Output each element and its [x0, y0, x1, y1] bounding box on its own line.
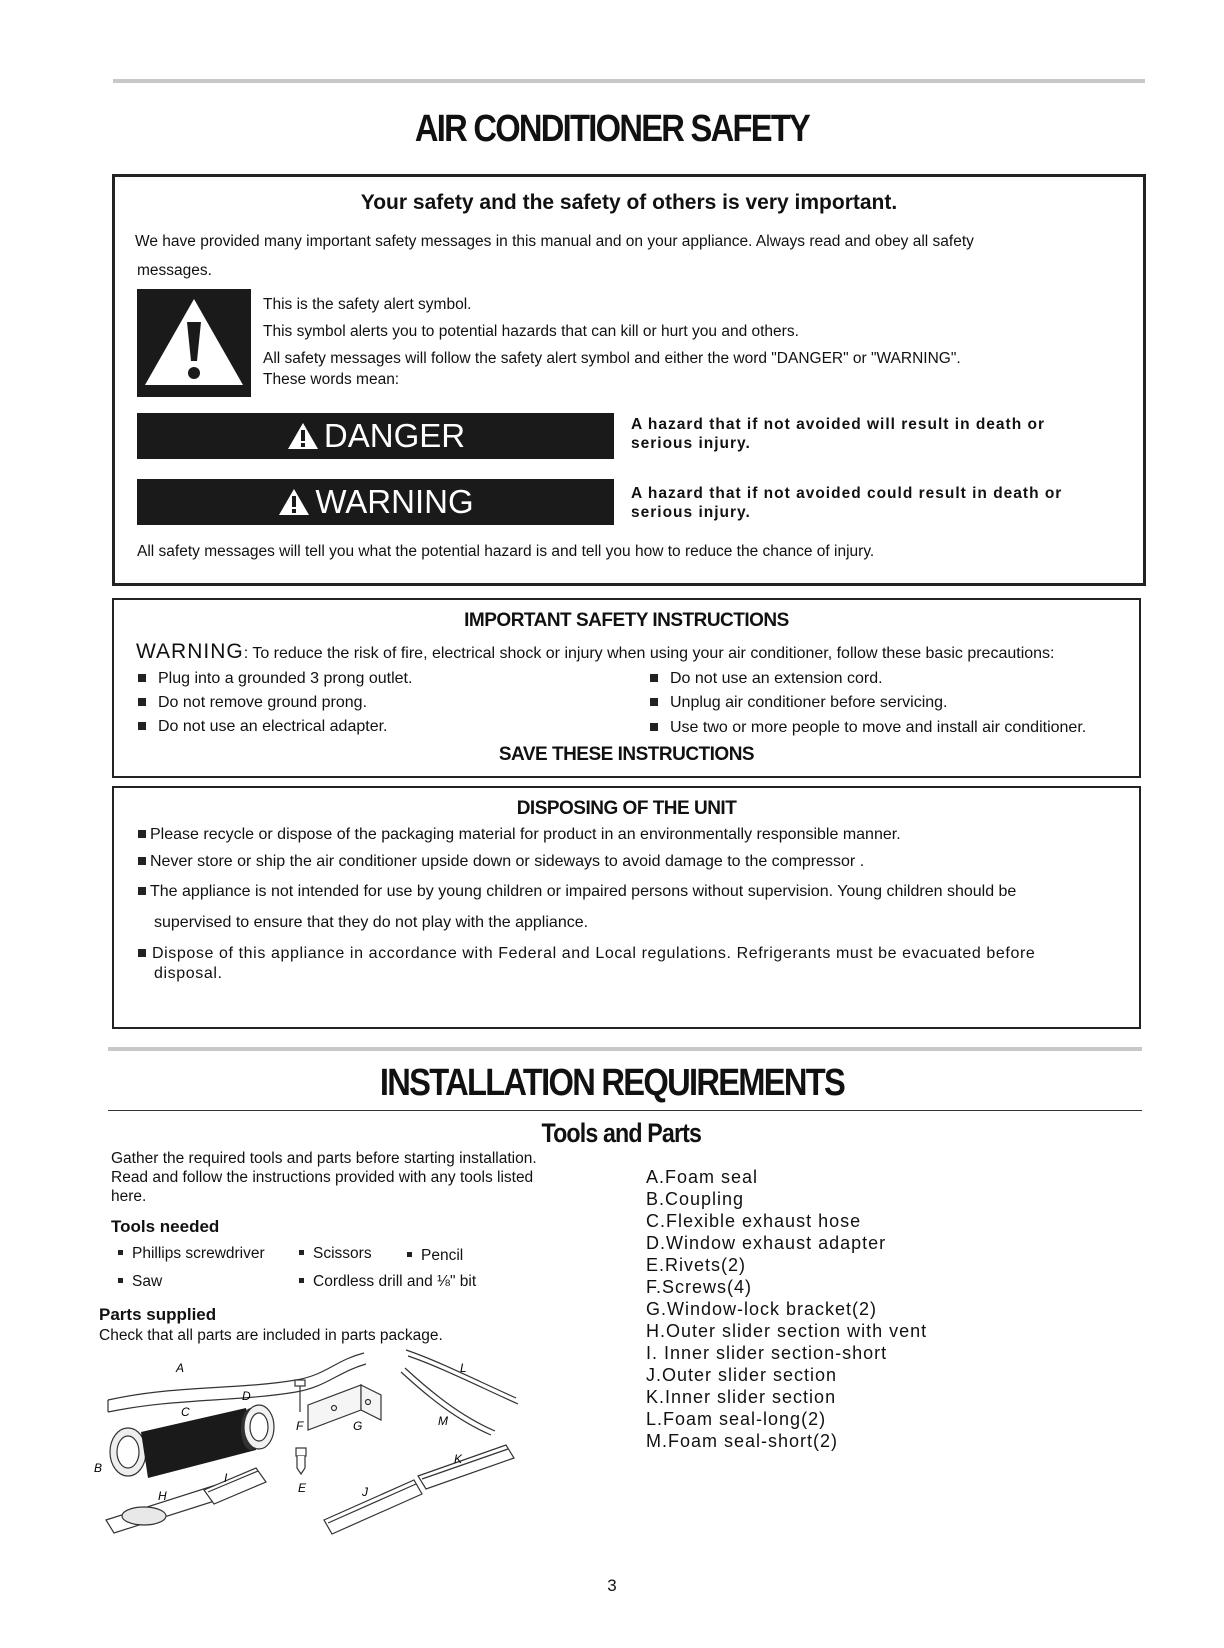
dispose-item-4-cont: disposal.	[154, 965, 223, 982]
tool-text: Phillips screwdriver	[132, 1245, 265, 1262]
page-title: AIR CONDITIONER SAFETY	[414, 108, 810, 150]
bullet-icon	[650, 698, 658, 706]
intro-line-1: Gather the required tools and parts before starting installation.	[111, 1150, 537, 1167]
part-h: H.Outer slider section with vent	[646, 1321, 928, 1341]
tool-text: Cordless drill and ⅛" bit	[313, 1273, 477, 1290]
diagram-label-g: G	[353, 1419, 363, 1433]
foam-seal-l-drawing	[406, 1350, 518, 1404]
dispose-item-text: Please recycle or dispose of the packaging material for product in an environmentally responsible manner.	[150, 826, 901, 843]
bullet-icon	[138, 698, 146, 706]
warning-text-line1: A hazard that if not avoided could result in death or	[631, 485, 1063, 502]
dispose-item-2	[138, 853, 864, 871]
tool-phillips	[118, 1245, 265, 1263]
installation-underline	[108, 1110, 1142, 1111]
left-item-text: Do not use an electrical adapter.	[158, 718, 388, 735]
symbol-line-3: All safety messages will follow the safety alert symbol and either the word "DANGER" or "WARNING".	[263, 350, 961, 367]
symbol-line-4: These words mean:	[263, 371, 400, 388]
right-item-2	[650, 694, 947, 712]
left-item-text: Plug into a grounded 3 prong outlet.	[158, 670, 413, 687]
foam-seal-m-drawing	[401, 1368, 495, 1435]
danger-description	[631, 415, 1045, 453]
bullet-icon	[138, 857, 146, 865]
parts-heading: Parts supplied	[99, 1305, 217, 1324]
dispose-item-4	[138, 945, 1035, 963]
warning-text: : To reduce the risk of fire, electrical shock or injury when using your air conditioner, follow these basic precautions:	[243, 645, 1055, 662]
important-heading: IMPORTANT SAFETY INSTRUCTIONS	[464, 610, 789, 631]
installation-intro	[111, 1149, 537, 1206]
bullet-icon	[299, 1278, 304, 1283]
danger-signal-bar	[137, 413, 614, 459]
dispose-item-text: Never store or ship the air conditioner upside down or sideways to avoid damage to the compressor .	[150, 853, 865, 870]
tool-pencil	[407, 1247, 463, 1265]
warning-label: WARNING	[315, 483, 474, 520]
danger-text-line1: A hazard that if not avoided will result in death or	[631, 416, 1045, 433]
symbol-line-2: This symbol alerts you to potential hazards that can kill or hurt you and others.	[263, 323, 799, 340]
right-item-text: Use two or more people to move and install air conditioner.	[670, 719, 1087, 736]
tools-heading: Tools needed	[111, 1217, 220, 1236]
part-a: A.Foam seal	[646, 1167, 759, 1187]
slider-j-drawing	[324, 1480, 422, 1534]
symbol-line-1: This is the safety alert symbol.	[263, 296, 472, 313]
bullet-icon	[118, 1250, 123, 1255]
part-l: L.Foam seal-long(2)	[646, 1409, 827, 1429]
part-g: G.Window-lock bracket(2)	[646, 1299, 878, 1319]
dispose-item-3-cont: supervised to ensure that they do not play with the appliance.	[154, 914, 589, 931]
parts-diagram	[96, 1350, 566, 1575]
warning-signal-bar	[137, 479, 614, 525]
right-item-1	[650, 670, 883, 688]
tool-scissors	[299, 1245, 372, 1263]
bullet-icon	[138, 722, 146, 730]
save-instructions: SAVE THESE INSTRUCTIONS	[498, 744, 755, 765]
bullet-icon	[118, 1278, 123, 1283]
bullet-icon	[138, 887, 146, 895]
diagram-label-f: F	[296, 1419, 304, 1433]
installation-title: INSTALLATION REQUIREMENTS	[379, 1062, 845, 1104]
bullet-icon	[650, 723, 658, 731]
diagram-label-h: H	[158, 1489, 167, 1503]
right-item-text: Do not use an extension cord.	[670, 670, 883, 687]
diagram-label-b: B	[94, 1461, 103, 1475]
warning-alert-icon	[277, 487, 311, 517]
rivet-e-drawing	[296, 1448, 306, 1474]
screw-f-drawing	[295, 1380, 305, 1412]
part-f: F.Screws(4)	[646, 1277, 753, 1297]
tool-text: Scissors	[313, 1245, 372, 1262]
installation-top-rule	[108, 1047, 1142, 1051]
bullet-icon	[299, 1250, 304, 1255]
safety-heading: Your safety and the safety of others is very important.	[360, 191, 898, 214]
disposing-heading: DISPOSING OF THE UNIT	[516, 798, 737, 819]
dispose-item-text: The appliance is not intended for use by young children or impaired persons without supervision. Young children should be	[150, 883, 1017, 900]
warning-text-line2: serious injury.	[631, 504, 751, 521]
diagram-label-a: A	[176, 1361, 185, 1375]
important-safety-box	[112, 598, 1141, 778]
intro-line-2: Read and follow the instructions provided with any tools listed	[111, 1169, 534, 1186]
exhaust-hose-c-drawing	[141, 1408, 261, 1478]
bullet-icon	[138, 949, 146, 957]
page-number: 3	[607, 1576, 617, 1595]
slider-i-drawing	[204, 1468, 266, 1504]
part-m: M.Foam seal-short(2)	[646, 1431, 839, 1451]
danger-text-line2: serious injury.	[631, 435, 751, 452]
warning-description	[631, 484, 1062, 522]
tool-drill	[299, 1273, 476, 1291]
parts-intro: Check that all parts are included in parts package.	[99, 1327, 443, 1344]
safety-intro-line2: messages.	[137, 262, 212, 279]
safety-intro-line1: We have provided many important safety messages in this manual and on your appliance. Always read and obey all safety	[135, 233, 974, 250]
part-e: E.Rivets(2)	[646, 1255, 747, 1275]
part-i: I. Inner slider section-short	[646, 1343, 888, 1363]
safety-alert-icon	[137, 289, 251, 397]
bullet-icon	[138, 830, 146, 838]
tool-text: Pencil	[421, 1247, 464, 1264]
part-b: B.Coupling	[646, 1189, 745, 1209]
right-item-3	[650, 719, 1086, 737]
diagram-label-e: E	[298, 1481, 307, 1495]
part-d: D.Window exhaust adapter	[646, 1233, 887, 1253]
tools-parts-subtitle: Tools and Parts	[541, 1118, 702, 1148]
slider-k-drawing	[418, 1445, 514, 1489]
safety-footer: All safety messages will tell you what the potential hazard is and tell you how to reduce the chance of injury.	[137, 543, 875, 560]
bullet-icon	[650, 674, 658, 682]
part-j: J.Outer slider section	[646, 1365, 838, 1385]
left-item-text: Do not remove ground prong.	[158, 694, 368, 711]
danger-label: DANGER	[323, 417, 466, 454]
intro-line-3: here.	[111, 1188, 147, 1205]
warning-word: WARNING	[136, 640, 244, 663]
dispose-item-text: Dispose of this appliance in accordance with Federal and Local regulations. Refrigerants must be evacuated before	[152, 945, 1036, 962]
safety-box	[112, 174, 1146, 586]
diagram-label-l: L	[460, 1361, 467, 1375]
diagram-label-j: J	[362, 1485, 368, 1499]
dispose-item-3	[138, 883, 1016, 901]
diagram-label-c: C	[181, 1405, 190, 1419]
bullet-icon	[407, 1252, 412, 1257]
bullet-icon	[138, 674, 146, 682]
diagram-label-k: K	[454, 1452, 463, 1466]
bracket-g-drawing	[308, 1385, 381, 1430]
part-k: K.Inner slider section	[646, 1387, 837, 1407]
left-item-2	[138, 694, 367, 712]
window-adapter-d-drawing	[244, 1405, 274, 1449]
coupling-b-drawing	[110, 1428, 146, 1476]
warning-sentence	[136, 640, 1055, 664]
diagram-label-m: M	[438, 1414, 448, 1428]
diagram-label-d: D	[242, 1389, 251, 1403]
dispose-item-1	[138, 826, 901, 844]
part-c: C.Flexible exhaust hose	[646, 1211, 862, 1231]
left-item-1	[138, 670, 412, 688]
left-item-3	[138, 718, 387, 736]
parts-list	[646, 1166, 927, 1452]
danger-alert-icon	[286, 421, 320, 451]
disposing-box	[112, 786, 1141, 1029]
tool-text: Saw	[132, 1273, 163, 1290]
tool-saw	[118, 1273, 162, 1291]
right-item-text: Unplug air conditioner before servicing.	[670, 694, 948, 711]
top-rule	[113, 79, 1145, 83]
diagram-label-i: I	[224, 1471, 228, 1485]
